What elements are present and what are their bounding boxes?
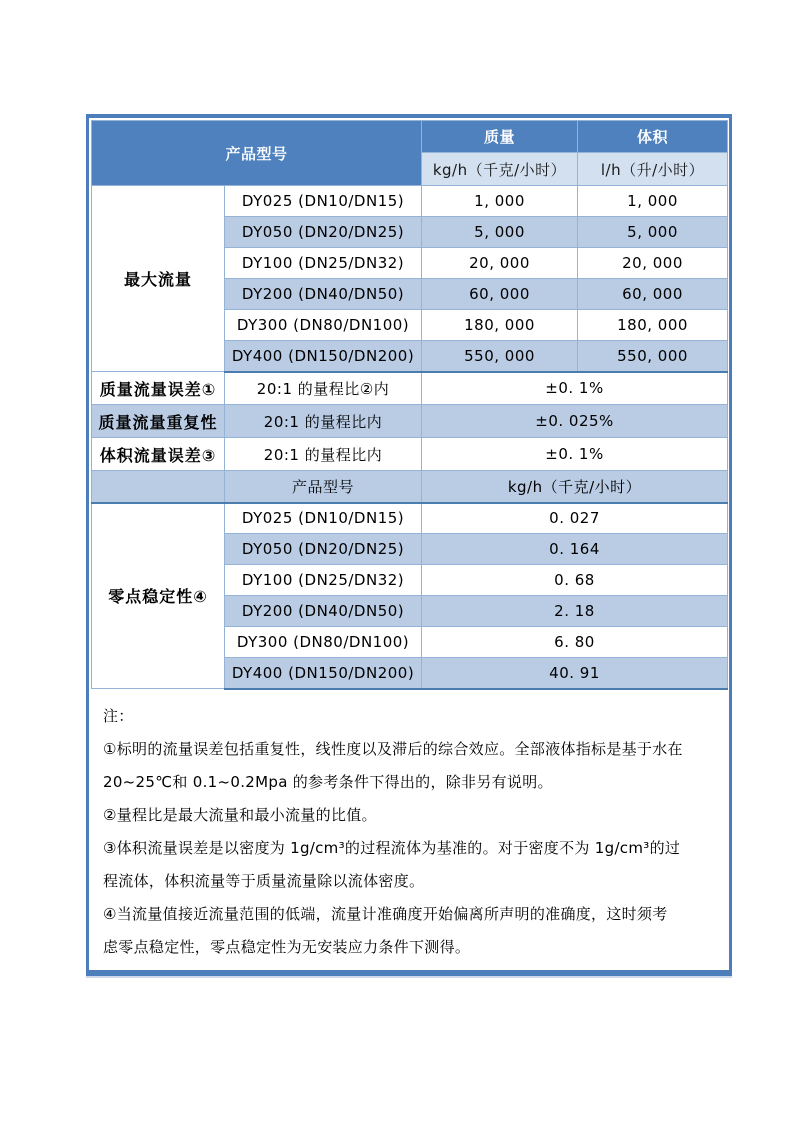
accuracy-value-cell: ±0. 1%	[422, 438, 728, 471]
volume-unit-header: l/h（升/小时）	[578, 153, 728, 186]
product-model-header: 产品型号	[92, 121, 422, 186]
accuracy-value-cell: ±0. 1%	[422, 372, 728, 405]
mass-value-cell: 550, 000	[422, 341, 578, 372]
zero-value-cell: 0. 027	[422, 503, 728, 534]
repeatability-label: 质量流量重复性	[92, 405, 225, 438]
volume-value-cell: 180, 000	[578, 310, 728, 341]
model-cell: DY050 (DN20/DN25)	[225, 534, 422, 565]
mass-value-cell: 20, 000	[422, 248, 578, 279]
note-4-line-2: 虑零点稳定性，零点稳定性为无安装应力条件下测得。	[103, 937, 471, 956]
model-cell: DY300 (DN80/DN100)	[225, 310, 422, 341]
model-cell: DY200 (DN40/DN50)	[225, 596, 422, 627]
spec-sheet-frame	[86, 114, 732, 976]
zero-value-cell: 40. 91	[422, 658, 728, 689]
product-model-subheader: 产品型号	[225, 471, 422, 503]
volume-value-cell: 60, 000	[578, 279, 728, 310]
notes-section	[91, 694, 727, 964]
volume-error-label: 体积流量误差③	[92, 438, 225, 471]
condition-cell: 20:1 的量程比②内	[225, 372, 422, 405]
volume-value-cell: 5, 000	[578, 217, 728, 248]
note-3-line-2: 程流体，体积流量等于质量流量除以流体密度。	[103, 871, 425, 890]
note-3-line-1: ③体积流量误差是以密度为 1g/cm³的过程流体为基准的。对于密度不为 1g/cm³的过	[103, 838, 681, 857]
mass-header: 质量	[422, 121, 578, 153]
zero-stability-label: 零点稳定性④	[92, 503, 225, 689]
mass-value-cell: 1, 000	[422, 186, 578, 217]
mass-unit-header: kg/h（千克/小时）	[422, 153, 578, 186]
mass-value-cell: 60, 000	[422, 279, 578, 310]
zero-value-cell: 0. 164	[422, 534, 728, 565]
mass-value-cell: 180, 000	[422, 310, 578, 341]
zero-value-cell: 0. 68	[422, 565, 728, 596]
mass-value-cell: 5, 000	[422, 217, 578, 248]
max-flow-label: 最大流量	[92, 186, 225, 372]
zero-value-cell: 6. 80	[422, 627, 728, 658]
model-cell: DY100 (DN25/DN32)	[225, 565, 422, 596]
zero-value-cell: 2. 18	[422, 596, 728, 627]
mass-unit-subheader: kg/h（千克/小时）	[422, 471, 728, 503]
note-1-line-1: ①标明的流量误差包括重复性，线性度以及滞后的综合效应。全部液体指标是基于水在	[103, 739, 683, 758]
volume-value-cell: 20, 000	[578, 248, 728, 279]
model-cell: DY050 (DN20/DN25)	[225, 217, 422, 248]
accuracy-value-cell: ±0. 025%	[422, 405, 728, 438]
spec-table	[91, 120, 728, 690]
model-cell: DY025 (DN10/DN15)	[225, 186, 422, 217]
model-cell: DY400 (DN150/DN200)	[225, 658, 422, 689]
note-4-line-1: ④当流量值接近流量范围的低端，流量计准确度开始偏离所声明的准确度，这时须考	[103, 904, 668, 923]
mass-error-label: 质量流量误差①	[92, 372, 225, 405]
model-cell: DY025 (DN10/DN15)	[225, 503, 422, 534]
volume-value-cell: 1, 000	[578, 186, 728, 217]
volume-header: 体积	[578, 121, 728, 153]
note-2: ②量程比是最大流量和最小流量的比值。	[103, 805, 377, 824]
model-cell: DY100 (DN25/DN32)	[225, 248, 422, 279]
condition-cell: 20:1 的量程比内	[225, 405, 422, 438]
model-cell: DY400 (DN150/DN200)	[225, 341, 422, 372]
condition-cell: 20:1 的量程比内	[225, 438, 422, 471]
model-cell: DY300 (DN80/DN100)	[225, 627, 422, 658]
empty-cell	[92, 471, 225, 503]
volume-value-cell: 550, 000	[578, 341, 728, 372]
note-1-line-2: 20~25℃和 0.1~0.2Mpa 的参考条件下得出的，除非另有说明。	[103, 772, 553, 791]
notes-title: 注：	[103, 706, 134, 725]
model-cell: DY200 (DN40/DN50)	[225, 279, 422, 310]
